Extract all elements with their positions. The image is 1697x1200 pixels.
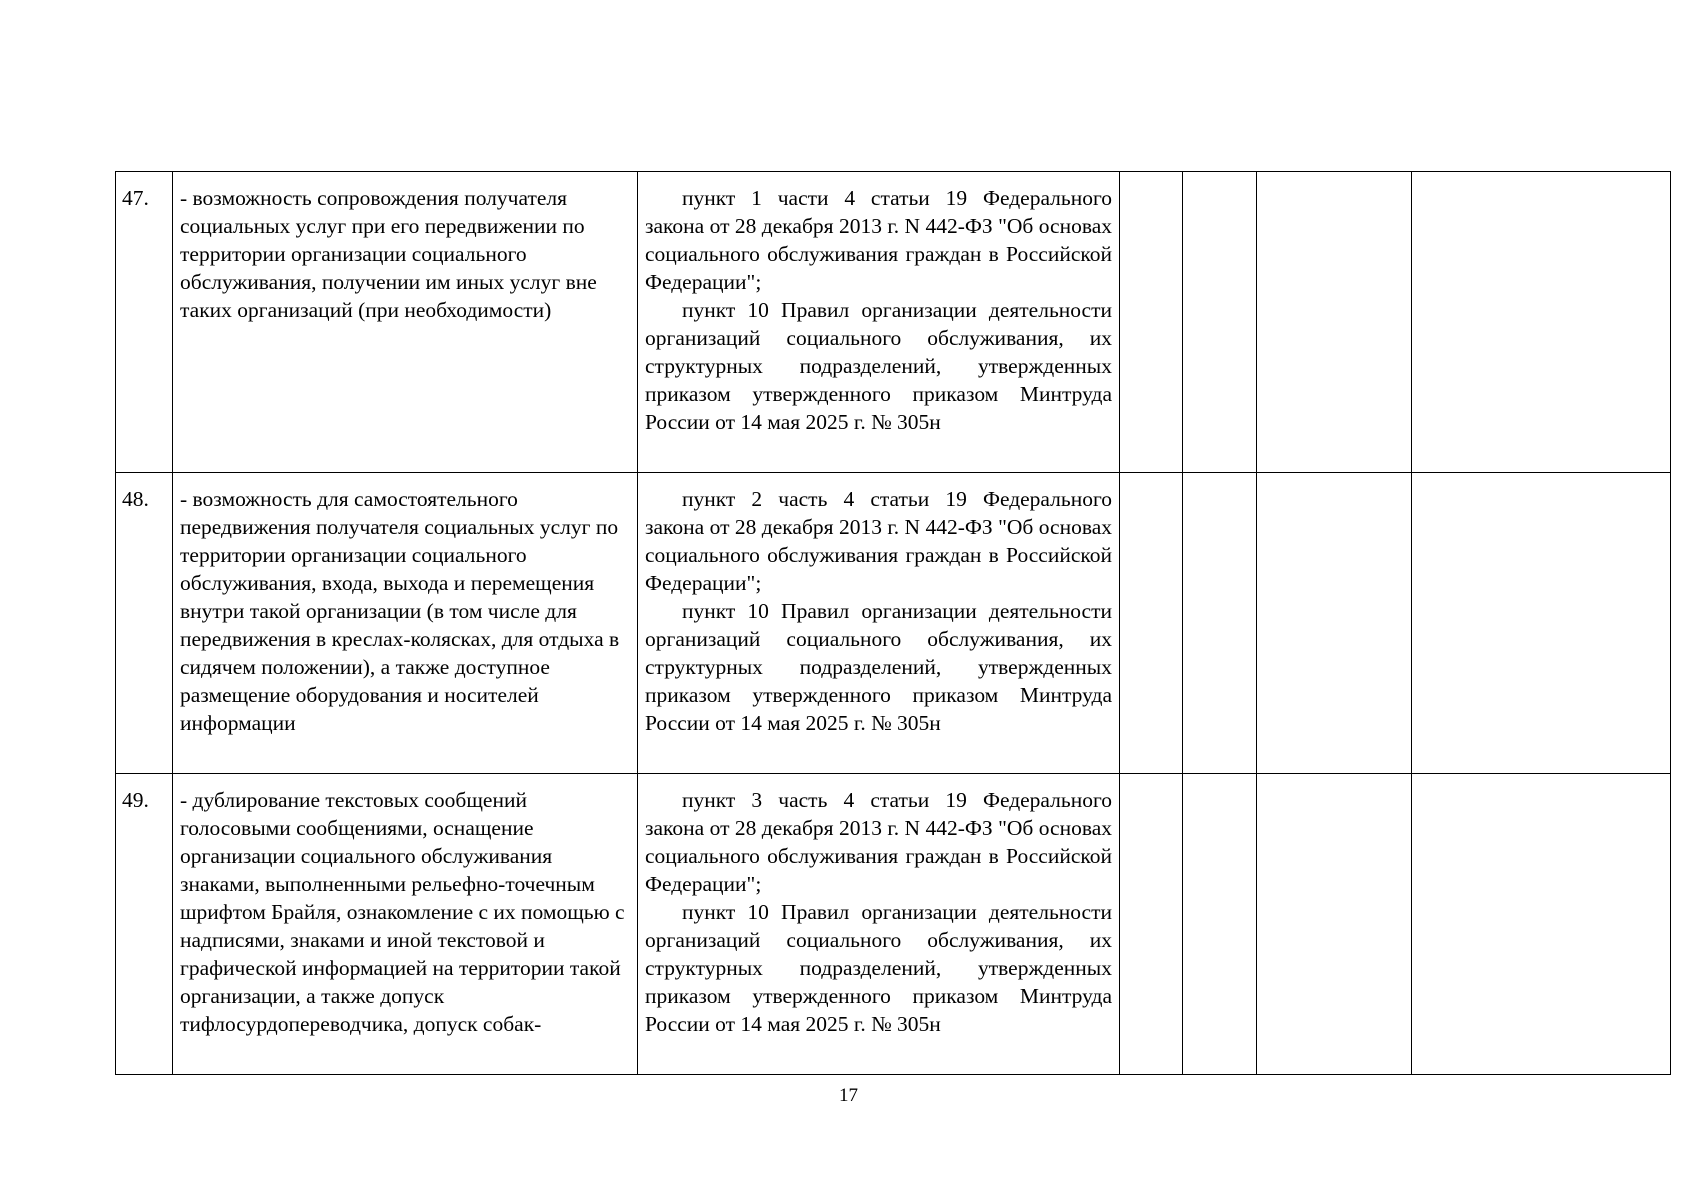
legal-basis-law: пункт 1 части 4 статьи 19 Федерального закона от 28 декабря 2013 г. N 442-ФЗ "Об основах социального обслуживания граждан в Российской Федерации"; bbox=[645, 186, 1112, 294]
row-number: 48. bbox=[116, 473, 173, 774]
empty-cell bbox=[1257, 473, 1412, 774]
requirements-table bbox=[115, 171, 1671, 1075]
empty-cell bbox=[1120, 774, 1183, 1075]
empty-cell bbox=[1257, 172, 1412, 473]
legal-basis-rules: пункт 10 Правил организации деятельности организаций социального обслуживания, их структурных подразделений, утвержденных приказом утвержденного приказом Минтруда России от 14 мая 2025 г. № 305н bbox=[645, 599, 1112, 735]
empty-cell bbox=[1412, 172, 1671, 473]
empty-cell bbox=[1183, 473, 1257, 774]
row-number: 47. bbox=[116, 172, 173, 473]
legal-basis-cell bbox=[638, 774, 1120, 1075]
legal-basis-cell bbox=[638, 172, 1120, 473]
table-row bbox=[116, 774, 1671, 1075]
requirement-cell bbox=[173, 774, 638, 1075]
table-row bbox=[116, 172, 1671, 473]
empty-cell bbox=[1120, 172, 1183, 473]
row-number: 49. bbox=[116, 774, 173, 1075]
requirement-cell bbox=[173, 172, 638, 473]
page-number: 17 bbox=[839, 1085, 858, 1106]
empty-cell bbox=[1183, 172, 1257, 473]
legal-basis-law: пункт 2 часть 4 статьи 19 Федерального закона от 28 декабря 2013 г. N 442-ФЗ "Об основах социального обслуживания граждан в Российской Федерации"; bbox=[645, 487, 1112, 595]
requirement-text: - возможность для самостоятельного передвижения получателя социальных услуг по территории организации социального обслуживания, входа, выхода и перемещения внутри такой организации (в том числе для передвижения в креслах-колясках, для отдыха в сидячем положении), а также доступное размещение оборудования и носителей информации bbox=[180, 487, 620, 735]
legal-basis-rules: пункт 10 Правил организации деятельности организаций социального обслуживания, их структурных подразделений, утвержденных приказом утвержденного приказом Минтруда России от 14 мая 2025 г. № 305н bbox=[645, 298, 1112, 434]
requirement-text: - возможность сопровождения получателя социальных услуг при его передвижении по территории организации социального обслуживания, получении им иных услуг вне таких организаций (при необходимости) bbox=[180, 186, 597, 322]
empty-cell bbox=[1120, 473, 1183, 774]
empty-cell bbox=[1412, 774, 1671, 1075]
empty-cell bbox=[1412, 473, 1671, 774]
legal-basis-law: пункт 3 часть 4 статьи 19 Федерального закона от 28 декабря 2013 г. N 442-ФЗ "Об основах социального обслуживания граждан в Российской Федерации"; bbox=[645, 788, 1112, 896]
legal-basis-rules: пункт 10 Правил организации деятельности организаций социального обслуживания, их структурных подразделений, утвержденных приказом утвержденного приказом Минтруда России от 14 мая 2025 г. № 305н bbox=[645, 900, 1112, 1036]
requirement-text: - дублирование текстовых сообщений голосовыми сообщениями, оснащение организации социального обслуживания знаками, выполненными рельефно-точечным шрифтом Брайля, ознакомление с их помощью с надписями, знаками и иной текстовой и графической информацией на территории такой организации, а также допуск тифлосурдопереводчика, допуск собак- bbox=[180, 788, 625, 1036]
table-row bbox=[116, 473, 1671, 774]
legal-basis-cell bbox=[638, 473, 1120, 774]
empty-cell bbox=[1183, 774, 1257, 1075]
requirement-cell bbox=[173, 473, 638, 774]
empty-cell bbox=[1257, 774, 1412, 1075]
